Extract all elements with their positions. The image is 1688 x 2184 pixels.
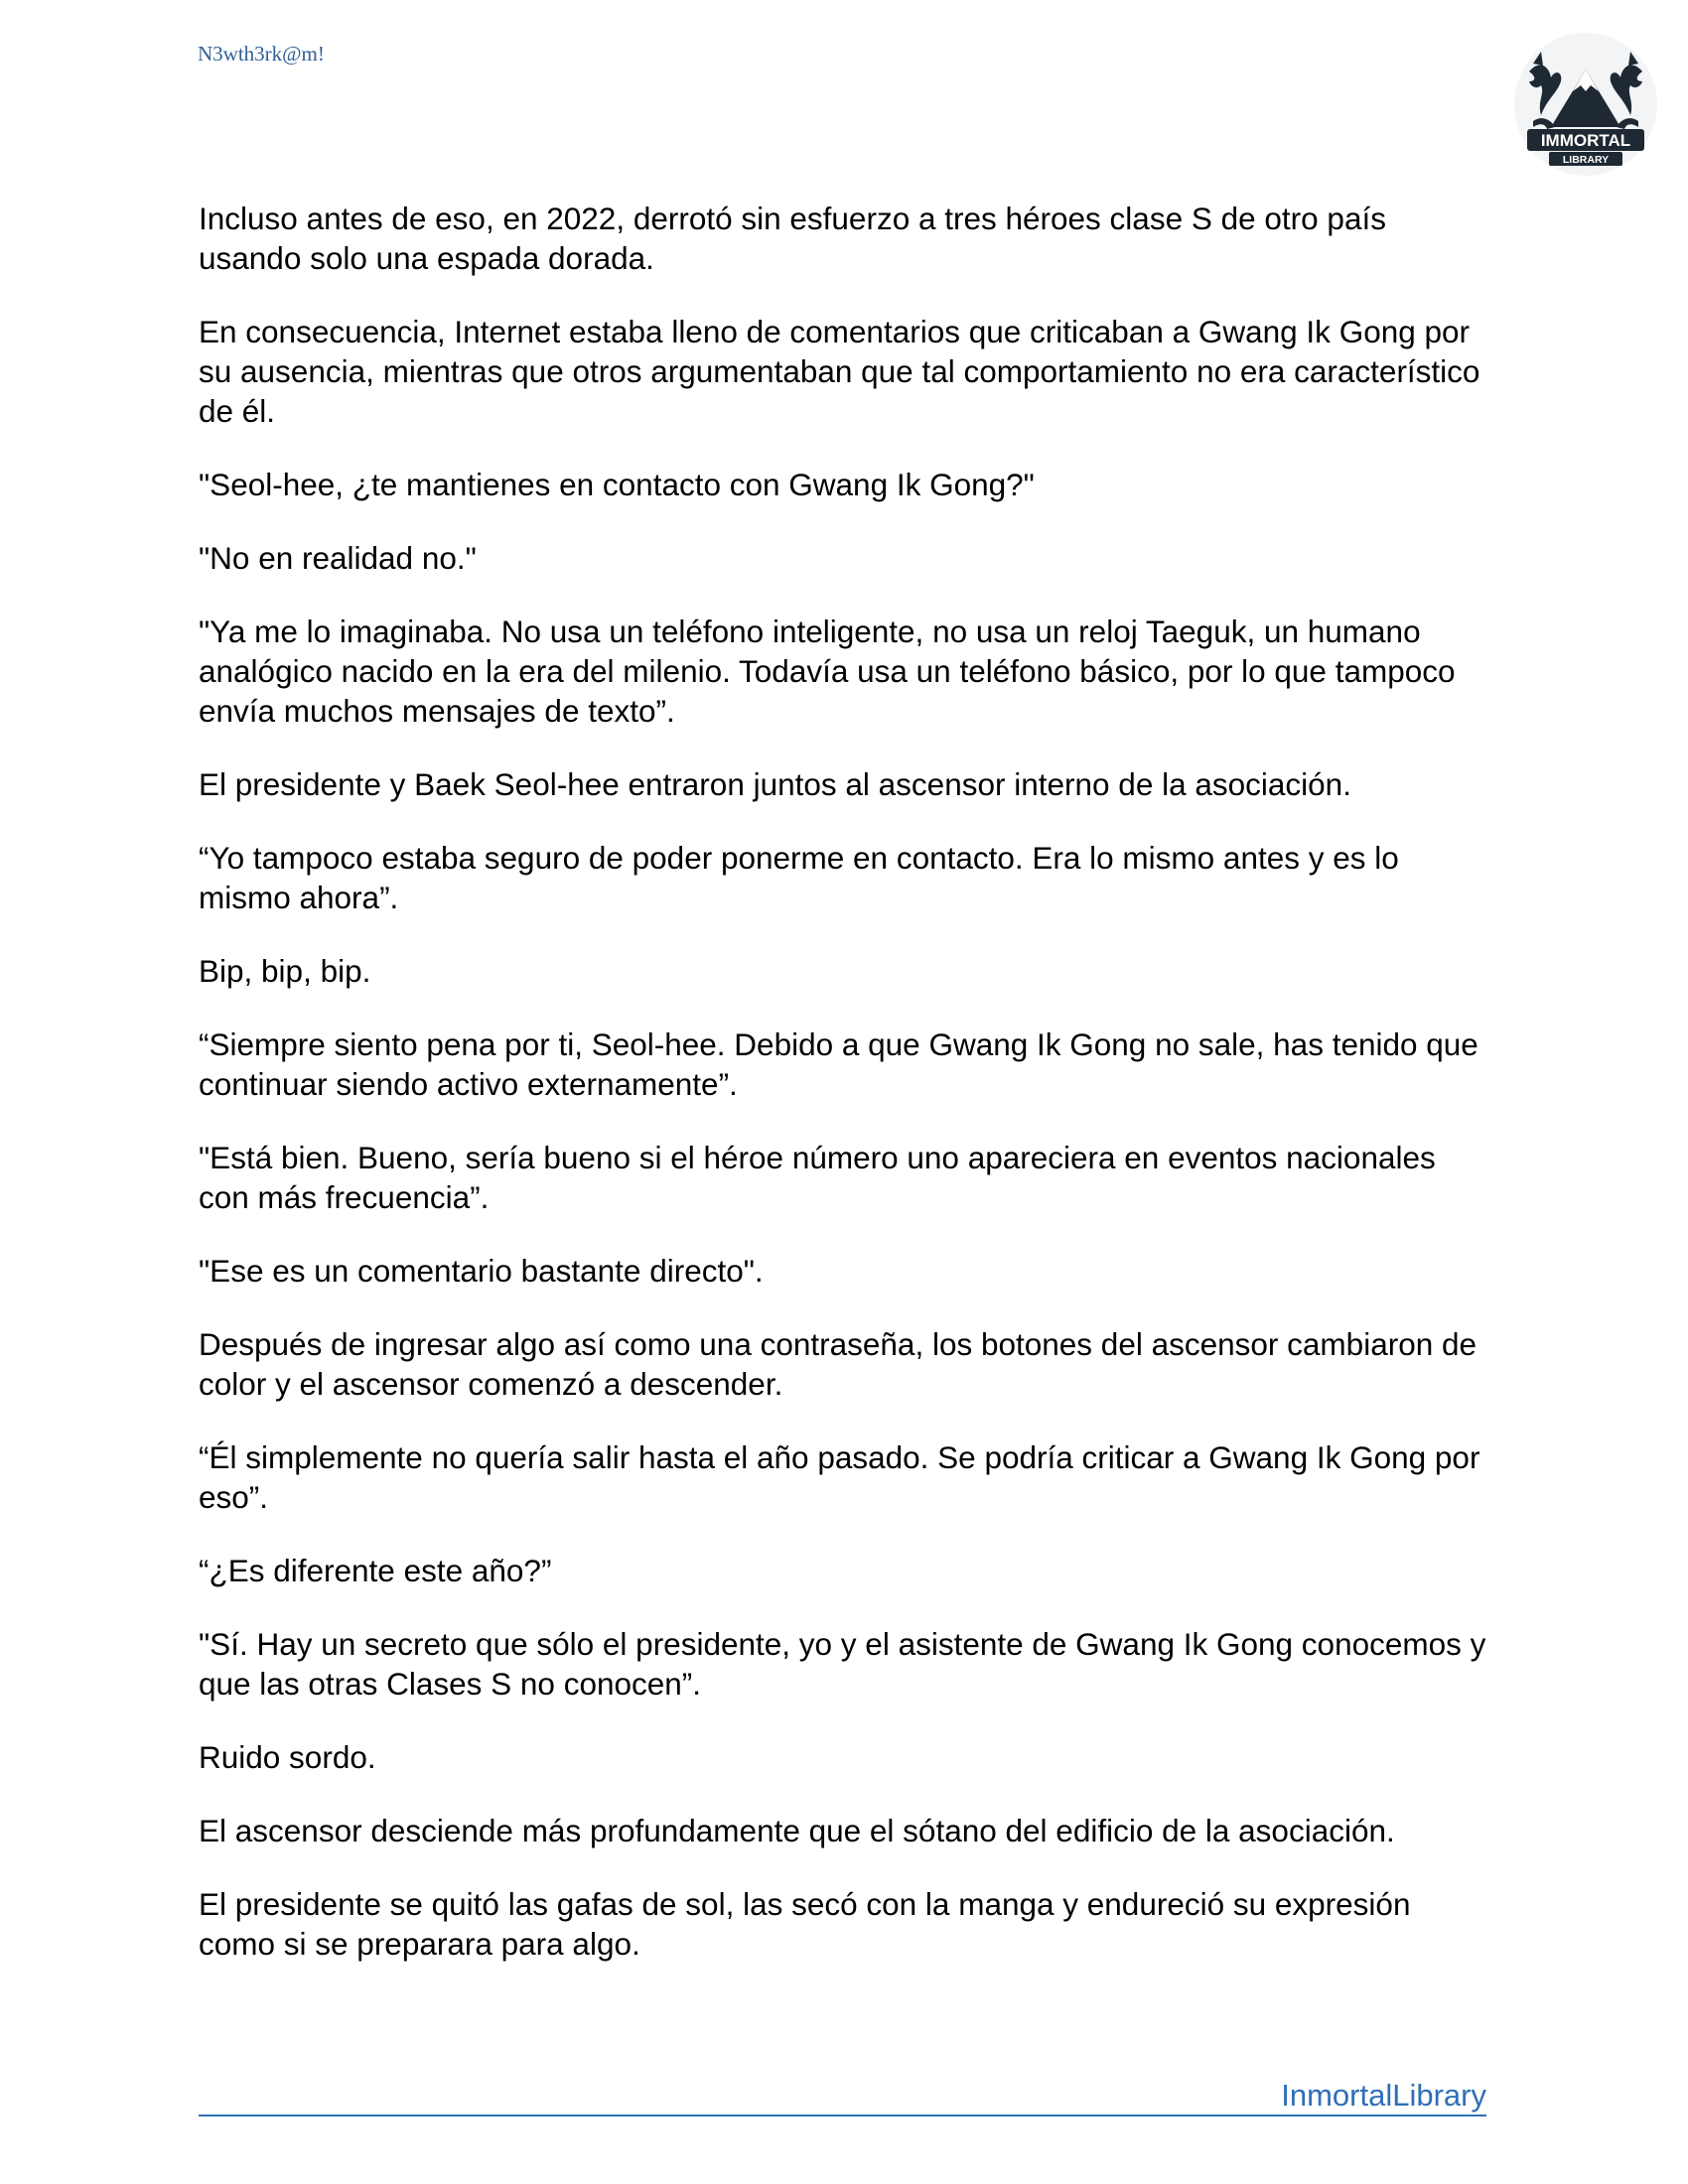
dragon-crest-icon (1511, 30, 1660, 179)
paragraph: “Él simplemente no quería salir hasta el año pasado. Se podría criticar a Gwang Ik Gong por eso”. (199, 1439, 1480, 1515)
paragraph: El presidente y Baek Seol-hee entraron juntos al ascensor interno de la asociación. (199, 766, 1351, 802)
paragraph: “Siempre siento pena por ti, Seol-hee. Debido a que Gwang Ik Gong no sale, has tenido que continuar siendo activo externamente”. (199, 1026, 1478, 1102)
paragraph: "No en realidad no." (199, 540, 477, 576)
paragraph: "Ese es un comentario bastante directo". (199, 1253, 764, 1289)
paragraph: Después de ingresar algo así como una contraseña, los botones del ascensor cambiaron de color y el ascensor comenzó a descender. (199, 1326, 1477, 1402)
paragraph: Incluso antes de eso, en 2022, derrotó sin esfuerzo a tres héroes clase S de otro país usando solo una espada dorada. (199, 201, 1386, 276)
footer-divider (199, 2115, 1486, 2116)
paragraph: “Yo tampoco estaba seguro de poder ponerme en contacto. Era lo mismo antes y es lo mismo ahora”. (199, 840, 1399, 915)
paragraph: En consecuencia, Internet estaba lleno de comentarios que criticaban a Gwang Ik Gong por su ausencia, mientras que otros argumentaban que tal comportamiento no era característico de él. (199, 314, 1480, 429)
immortal-library-logo (1511, 30, 1660, 179)
svg-text:LIBRARY: LIBRARY (1562, 154, 1610, 166)
paragraph: "Está bien. Bueno, sería bueno si el héroe número uno apareciera en eventos nacionales con más frecuencia”. (199, 1140, 1436, 1215)
svg-text:IMMORTAL: IMMORTAL (1540, 131, 1631, 150)
body-text (199, 199, 1489, 1997)
footer-link[interactable]: InmortalLibrary (1281, 2078, 1486, 2113)
paragraph: El ascensor desciende más profundamente que el sótano del edificio de la asociación. (199, 1813, 1395, 1848)
paragraph: "Sí. Hay un secreto que sólo el presidente, yo y el asistente de Gwang Ik Gong conocemos y que las otras Clases S no conocen”. (199, 1626, 1486, 1702)
paragraph: "Ya me lo imaginaba. No usa un teléfono inteligente, no usa un reloj Taeguk, un humano analógico nacido en la era del milenio. Todavía usa un teléfono básico, por lo que tampoco envía muchos mensajes de texto”. (199, 614, 1456, 729)
paragraph: "Seol-hee, ¿te mantienes en contacto con Gwang Ik Gong?" (199, 467, 1035, 502)
paragraph: Ruido sordo. (199, 1739, 376, 1775)
paragraph: El presidente se quitó las gafas de sol, las secó con la manga y endureció su expresión como si se preparara para algo. (199, 1886, 1411, 1962)
paragraph: Bip, bip, bip. (199, 953, 371, 989)
header-tag: N3wth3rk@m! (198, 42, 325, 66)
paragraph: “¿Es diferente este año?” (199, 1553, 552, 1588)
